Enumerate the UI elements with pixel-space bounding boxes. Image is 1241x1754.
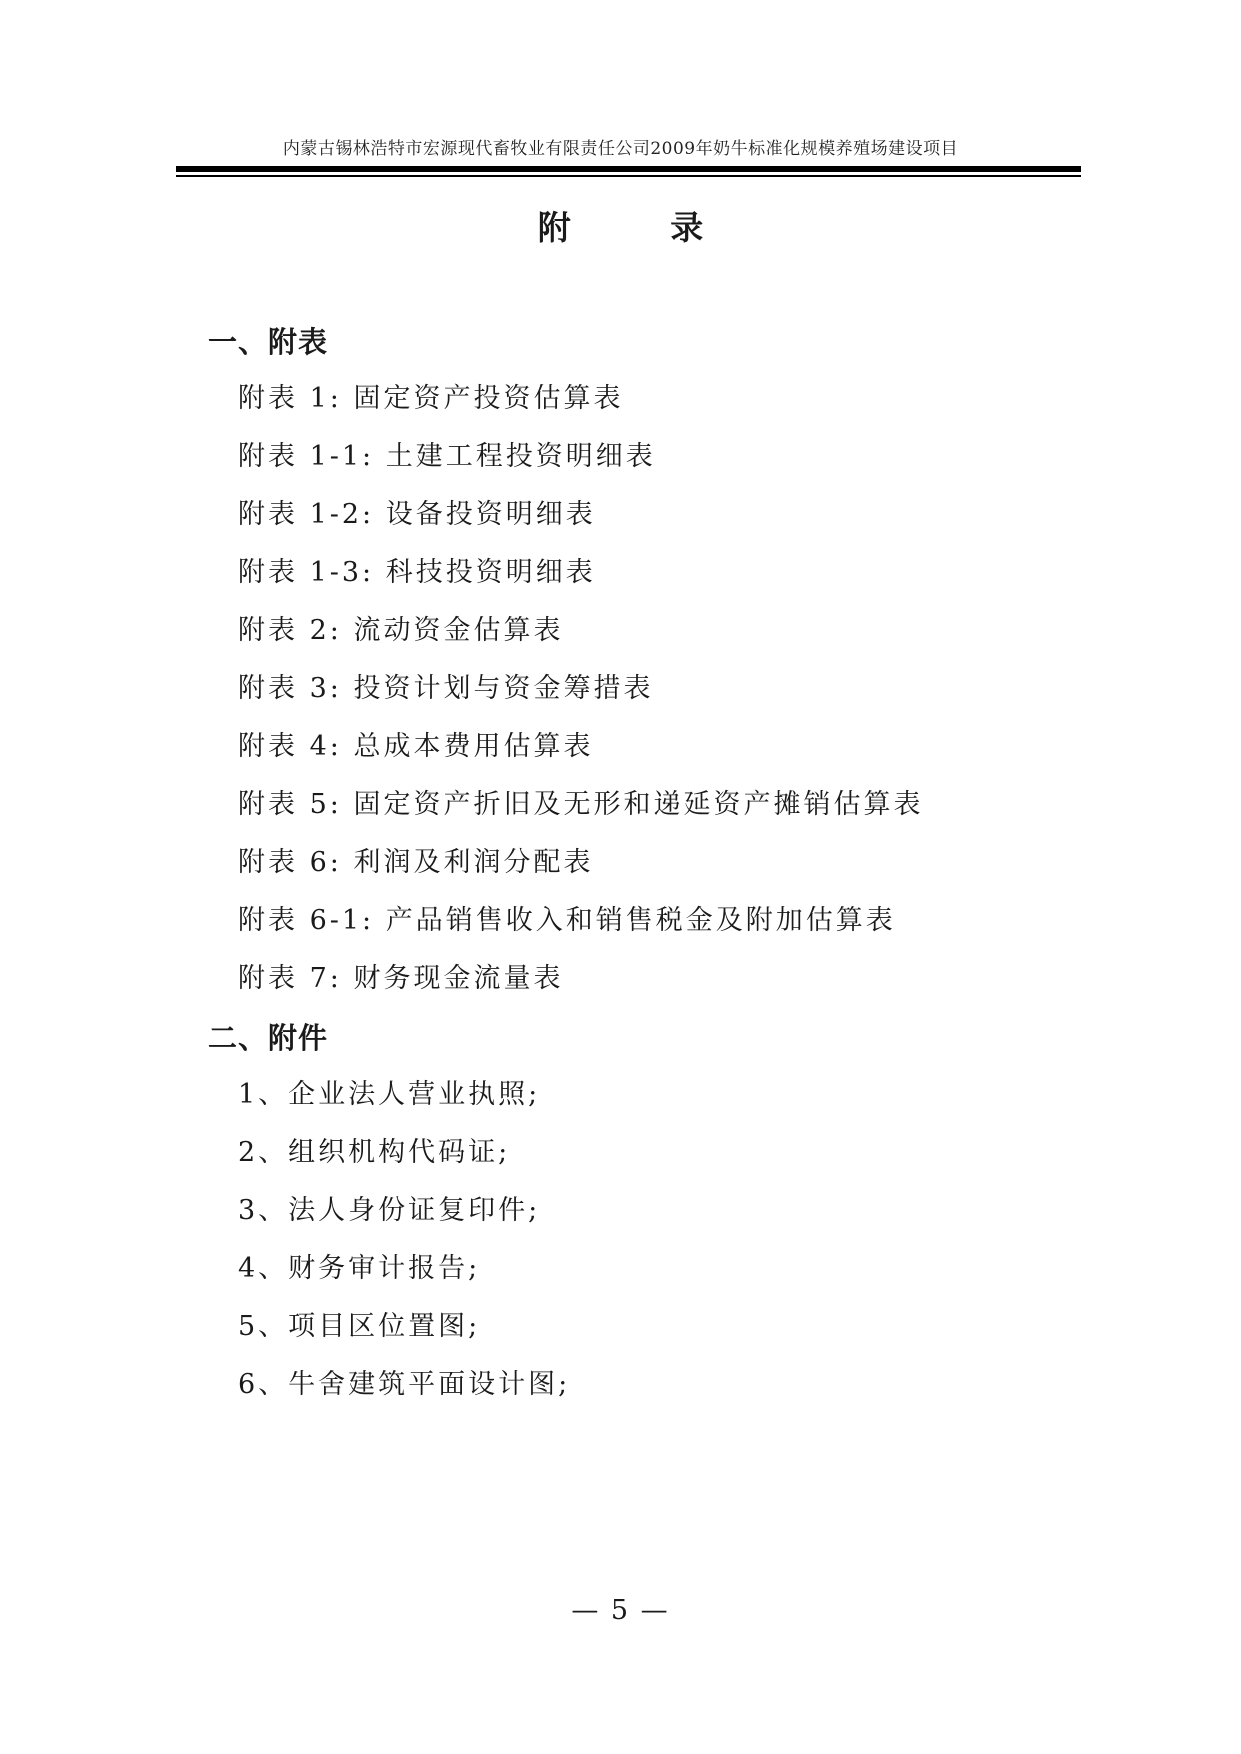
list-item: 附表 1: 固定资产投资估算表 (238, 383, 624, 414)
list-item: 附表 2: 流动资金估算表 (238, 615, 564, 646)
list-item: 附表 6-1: 产品销售收入和销售税金及附加估算表 (238, 905, 896, 936)
list-item: 2、组织机构代码证; (238, 1137, 511, 1168)
list-item: 3、法人身份证复印件; (238, 1195, 541, 1226)
list-item: 附表 1-1: 土建工程投资明细表 (238, 441, 656, 472)
list-item: 附表 6: 利润及利润分配表 (238, 847, 594, 878)
list-item: 4、财务审计报告; (238, 1253, 481, 1284)
appendix-table-list (238, 370, 923, 1008)
header-rule-thick (176, 166, 1081, 172)
page-title: 附 录 (537, 208, 748, 247)
list-item: 附表 7: 财务现金流量表 (238, 963, 564, 994)
list-item: 附表 5: 固定资产折旧及无形和递延资产摊销估算表 (238, 789, 924, 820)
list-item: 6、牛舍建筑平面设计图; (238, 1369, 571, 1400)
running-header: 内蒙古锡林浩特市宏源现代畜牧业有限责任公司2009年奶牛标准化规模养殖场建设项目 (282, 139, 959, 159)
list-item: 1、企业法人营业执照; (238, 1079, 541, 1110)
list-item: 附表 3: 投资计划与资金筹措表 (238, 673, 654, 704)
attachment-list (238, 1066, 570, 1414)
header-rule-thin (176, 175, 1081, 177)
list-item: 附表 1-2: 设备投资明细表 (238, 499, 596, 530)
list-item: 5、项目区位置图; (238, 1311, 481, 1342)
section-heading-attachments: 二、附件 (208, 1021, 329, 1055)
list-item: 附表 1-3: 科技投资明细表 (238, 557, 596, 588)
page-number: — 5 — (571, 1595, 670, 1626)
list-item: 附表 4: 总成本费用估算表 (238, 731, 594, 762)
section-heading-tables: 一、附表 (208, 325, 329, 359)
